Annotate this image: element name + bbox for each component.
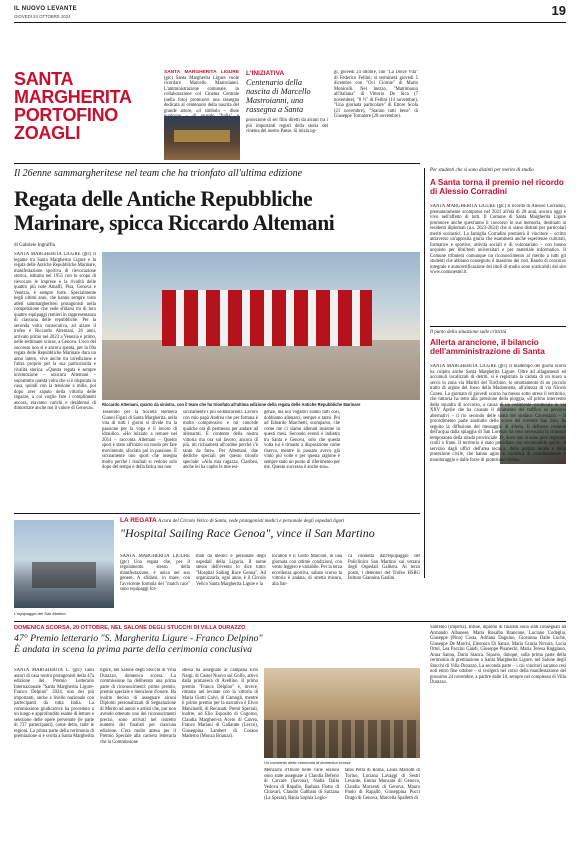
teaser-cinema-col3 [334, 70, 418, 162]
masthead: IL NUOVO LEVANTE [14, 6, 77, 12]
regata-rule [14, 513, 420, 514]
main-caption: Riccardo Altemani, quarto da sinistra, con il team che ha trionfato all'ultima edizione della regata delle Antiche Repubbliche Marinare [102, 402, 361, 407]
premio-headline-line: È andata in scena la prima parte della cerimonia conclusiva [14, 644, 253, 655]
section-title [14, 70, 132, 142]
main-col2 [102, 410, 177, 510]
section-line: SANTA [14, 69, 74, 89]
sidebar2-text: SANTA MARGHERITA LIGURE (gtc) Il maltempo dei giorni scorsi ha colpito anche Santa Margherita Ligure. Oltre ad allagamenti ed accumuli localizzati di detriti, si è registrata la caduta di un muro a secco in zona via Martiri del Turchino, lo smottamento di un piccolo tratto di argine del fosso della Madonnetta, all'altezza di via Nicolò Cuneo. La giornata di giovedì scorso ha messo sotto stress il territorio, che tuttavia ha retto alla pressione della pioggia, «Il primo intervento della squadra di soccorso, a causa di un cedimento strutturale in via XXV Aprile che ha causato il diramento del traffico su percorsi alternativi – il rio secondo delle unità del sindaco Caversazio – Il procedimento parte anzitutto dello scavo del torrente San Siro, ha seguito la diffusione del messaggio di allerta. Il deflusso costante dell'acqua dalla spiaggia di San Lorenzo ha reso necessaria la chiusura temporanea della strada provinciale 39, dove non si sono però registrati crolli o frane. Il territorio è stato presidiato con encomiabile spirito di servizio dagli uffici dell'area tecnica, della polizia locale e della protezione civile, che hanno agito in un'ottica di coordinamento e monitoraggio e dalle forze di protezione civile». [430, 364, 566, 463]
teaser-kicker-iniziativa: L'INIZIATIVA [246, 70, 285, 77]
premio-text: stessa ha assegnato al campana Erio Nargi, di Castel Nuovo sul Golfo, attivo dalla primavera di Avellino. Il primo premio "Franca Delpino" è, invece, rimasto nel levante con la vittoria di Maria Giotti Calvi, di Camogli, mentre il primo premio per la narrativa è Elvio Mancinelli, di Recanati. Premi Speciali, inoltre, ad Elio Esposito di Cogorno, Claudia Margheri-ta Aceto di Carrea, Franco Mariani di Gallarate (Lecco), Giuseppina Lambert di Cosano Maderno (Monza Brianza). [182, 668, 258, 739]
main-headline-line: Marinare, spicca Riccardo Altemani [14, 209, 335, 235]
page-number: 19 [551, 3, 566, 18]
regata-col3 [272, 554, 342, 614]
premio-text: Menzioni d'Onore nelle varie sezioni sono state assegnate a Claudia Beferio di Carcare (Savona), Nadia Dalla Vedova di Rapallo, Barbara Flotto di Chiavari, Claudio Gabbani di Sarzana (La Spezia), Rania Sophia Logio- [264, 768, 339, 801]
premio-text: tatos Petra di Roma, Laura Mariotti di Torino, Luciana Lavaggi di Sestri Levante, Emma Monzani di Genova, Claudia Morzenti di Genova, Mauro Paolo di Rapallo, Giuseppina Pucci Drago di Genova, Marcella Spalletti di [345, 768, 420, 801]
main-text: sicuramente i più soddisfacenti. Lavoro con mio papà Andrea che per fortuna è molto comprensivo e mi concede qualche ora di permesso per andare ad allenarmi. È contento della nostra vittoria ma ora sul lavoro, ancora di più, mi richiamerà all'ordine perché c'è tanto da fare». Per Altemani, due dediche speciali per questo trionfo speciale: «Alla mia ragazza, Claribea, anche lei ha capito le mie esi- [183, 410, 258, 470]
sidebar2-headline: Allerta arancione, il bilancio dell'amministrazione di Santa [430, 338, 545, 356]
regata-caption: L'equipaggio del San Martino [14, 611, 66, 616]
regata-text: SANTA MARGHERITA LIGURE (gtc) Una regata che, per il regolamento stesso della manifestazione, è unica nel suo genere. A sfidarsi, in mare, con l'avvicente formula del "match race" sono equipaggi for- [120, 554, 190, 592]
section-line: ZOAGLI [14, 123, 81, 143]
premio-text: SANTA MARGHERITA L. (gtc) Tanti autori di casa nostra protagonisti della 47a edizione del Premio Letterario Internazionale "Santa Margherita Ligure-Franco Delpino" 2024, uno dei più importanti, anche a livello nazionale con partecipanti da tutta Italia. La commissione giudicatrice ha proceduto a un lungo e approfondito esame di letture e selezione delle opere pervenute (le parte di 737 partecipanti), come detto, tutte le regioni. La prima parte della cerimonia di premiazione si è svolta a Santa Margherita [14, 668, 94, 739]
main-text: Tesserato per la Società Remiera Gianni Figari di Santa Margherita, nella vita di tutti i giorni si divide tra la passione per la voga e il lavoro di idraulico. «Ho iniziato a remare nel 2014 – racconta Altemani – Questo sport è stato all'inizio un modo per fare movimento, sfociato poi in passione. È sicuramente uno sport che insegna molto perché i risultati si vedono solo dopo del tempo e della fatica ma non [102, 410, 177, 470]
regata-kicker-row [120, 517, 420, 524]
teaser-title: Centenario della nascita di Marcello Mastroianni, una rassegna a Santa [246, 78, 311, 114]
header-rule [14, 22, 566, 23]
premio-headline-line: 47° Premio letterario "S. Margherita Ligure - Franco Delpino" [14, 633, 263, 644]
premio-text: ligure, nel Salone degli Stucchi di Villa Durazzo, domenica scorsa. La commissione ha deliberato una prima parte di riconoscimenti: primo premio, premio speciale e menzione d'onore. Ha inoltre deciso di assegnare alcuni Diplomi personalizzati di Segnalazione di Merito ad autori e artisti che, pur non avendo ottenuto uno dei riconoscimenti precisi, sono arrivati nel ristretto numero dei finalisti per ciascuna edizione. C'era molto attesa per il Premio Speciale alla carriera letteraria che la Commissione [100, 668, 176, 745]
regata-kicker: LA REGATA [120, 517, 157, 524]
main-headline-line: Regata delle Antiche Repubbliche [14, 186, 313, 211]
cinema-photo [164, 116, 240, 160]
regata-kicker-text: A cura del Circolo Velico di Santa, vede protagonisti medici e personale degli ospedali liguri [157, 519, 345, 524]
sidebar1-headline: A Santa torna il premio nel ricordo di Alessio Corradini [430, 178, 564, 196]
main-photo [102, 252, 420, 400]
teaser-text: proiezione di sei film diretti da alcuni tra i più importanti registi della storia del cinema del nostro Paese. Si inizia og- [246, 118, 328, 134]
premio-text: Sanremo (Imperia). Infine, diplomi di finalisti sono stati consegnati ad Armando Albanese, Maria Rosalba Brancone, Luciano Codeglia, Giuseppe (Pino) Costa, Adriana Daguino, Giovanna Dalle Luche, Giuseppe De Marchi, Eleonora Di Sanzo, Maria Grazia Novara, Lucia Ottol, Lea Paccini Gandi, Giuseppe Pisanechi, Maria Teresa Ruggiano, Anna Sanna, Dario Stanca. Sipario, dunque, sulla prima parte della cerimonia di premiazione a Santa Margherita Ligure, nel Salone degli Stucchi di Villa Durazzo. La seconda parte – i cui vincitori saranno resi noti entro fine ottobre – si svolgerà nel corso della manifestazione del prossimo 24 novembre, a partire dalle 10, sempre nel complesso di Villa Durazzo. [430, 625, 566, 685]
premio-photo [264, 668, 420, 758]
premio-col1 [14, 668, 94, 834]
regata-headline: "Hospital Sailing Race Genoa", vince il San Martino [120, 526, 375, 540]
sidebar1-body [430, 204, 566, 324]
main-col1 [14, 252, 96, 510]
teaser-text: (gtc) Santa Margherita Ligure vuole ricordare Marcello Mastroianni. L'amministrazione comunale, in collaborazione col Cinema Centrale (nella foto) promuove una rassegna dedicata al centenario della nascita del grande attore, «il simbolo – disse [164, 75, 239, 114]
premio-headline [14, 633, 414, 655]
sidebar1-kicker: Per studenti che si sono distinti per merito di studio [430, 168, 534, 173]
premio-caption: Un momento della cerimonia di domenica scorsa [264, 760, 351, 765]
section-line: MARGHERITA [14, 87, 132, 107]
regata-col4 [348, 554, 420, 614]
main-byline: di Gabriele Ingraffia [14, 243, 55, 248]
sidebar-divider [430, 326, 566, 327]
main-headline [14, 187, 412, 234]
premio-col5 [345, 768, 420, 834]
issue-date: GIOVEDÌ 24 OTTOBRE 2024 [14, 14, 71, 19]
teaser-text: gi, giovedì 24 ottobre, con "La Dolce Vita" di Federico Fellini; si terminerà giovedì 5 dicembre con "Oci Ciornie" di Mario Monicelli. Nel mezzo, "Matrimonio all'italiana" di Vittorio De Sica (7 novembre), "8 ½" di Fellini (14 novembre), "Una giornata particolare" di Ettore Scola (21 novembre), "Stanno tutti bene" di Giuseppe Tornatore (28 novembre). [334, 70, 418, 119]
premio-col4 [264, 768, 339, 834]
sidebar-rule [424, 168, 425, 578]
regata-text: mati da medici e personale degli ospedali della Liguria. Il nome stesso dell'evento lo dice tutto: "Hospital Sailing Race Genoa". Ad organizzarla, ogni anno, è il Circolo Velico Santa Margherita Ligure e la [196, 554, 266, 587]
premio-kicker: DOMENICA SCORSA, 20 OTTOBRE, NEL SALONE DEGLI STUCCHI DI VILLA DURAZZO [14, 625, 246, 631]
teaser-cinema-col2 [246, 70, 328, 162]
teaser-rule [14, 163, 420, 164]
section-line: PORTOFINO [14, 105, 118, 125]
regata-col1 [120, 554, 190, 614]
premio-col6 [430, 625, 566, 834]
main-col3 [183, 410, 258, 510]
premio-rule [14, 621, 566, 622]
sidebar2-kicker: Il punto della situazione sulle criticità [430, 330, 507, 335]
premio-col3 [182, 668, 258, 834]
main-text: SANTA MARGHERITA LIGURE (gtc) Il legame tra Santa Margherita Ligure e la regata delle Antiche Repubbliche Marinare, manifestazione sportiva di rievocazione storica, istituita nel 1955 con lo scopo di rievocare le imprese e la rivalità delle quattro più note Amalfi, Pisa, Genova e Venezia, è sempre forte. Specialmente negli ultimi anni, che hanno sempre visto atleti sammargheritesi protagonisti nella competizione che vede sfidarsi tra di loro quattro equipaggi remieri in rappresentanza di ciascuna delle repubbliche. Per la seconda volta consecutiva, ad alzare il trofeo è Riccardo Altemani, 26 anni, arrivato primo nel 2023 a Venezia e primo, nelle settimane scorse, a Genova. L'eco del successo non si è ancora spenta, per la 69a regata delle Repubbliche Marinare dura un anno intero, vive anche tra un'edizione e l'altra proprio per la sua particolarità e rivalità storica. «Questa regata è sempre un'emozione – assicura Altemani – soprattutto questa volta che si è disputata in casa, quindi con la tensione a mille, poi dopo aver saputo della vittoria delle ragazze, a cui voglio fare i complimenti ancora, eravamo carichi e desiderosi di dimostrare anche noi il valore di Genova». [14, 252, 96, 411]
regata-text: location è il Golfo Marconi, in una giornata con ottime condizioni, con vento leggero e variabile. Per la terza eccellenza sportiva, sabato scorso la vittoria è andata, di stretta misura, alla bar- [272, 554, 342, 587]
teaser-kicker: SANTA MARGHERITA LIGURE [164, 70, 239, 75]
regata-photo [14, 520, 114, 608]
regata-col2 [196, 554, 266, 614]
main-col4 [264, 410, 340, 510]
main-kicker: Il 26enne sammargheritese nel team che ha trionfato all'ultima edizione [14, 168, 303, 179]
main-text: genze, ma noi vogatori siamo fatti così, dobbiamo allenarci, sempre e tanto. Poi ad Edoardo Marchetti, scomparso, che come me ci siamo allenati insieme in questi mesi. Secondo eventi è indietro tra Santa e Genova, solo che questa volta lui è rimasto a disposizione come riserva, mentre in passato avevo già vinto più volte e per questa ragione è sempre stato un punto di riferimento per me. Questo successo è anche suo». [264, 410, 340, 470]
sidebar1-text: SANTA MARGHERITA LIGURE (gtc) Il ricordo di Alessio Corradini, prematuramente scomparso nel 2021 all'età di 28 anni, ancora oggi è vivo nell'affetto di tutti. Il Comune di Santa Margherita Ligure promuove anche quest'anno il concorso in sua memoria, destinato ai residenti diplomati (a.s. 2023-2024) che si siano distinti per particolari meriti scolastici. La famiglia Corradini premierà il vincitore – scritto attraverso un'apposita giuria che esaminerà anche esperienze culturali, formative e sportive, attività sociali e di volontariato – con buono acquisto per libri/testi universitari e per materiale informatico. Il Comune tributerà comunque un riconoscimento al merito a tutti gli studenti che abbiano conseguito il massimo dei voti. Bando di concorso integrale e autocertificazione dei titoli di studio sono scaricabili dal sito www.comunesml.it. [430, 204, 566, 275]
premio-col2 [100, 668, 176, 834]
regata-text: ca condotta dall'equipaggio del Policlinico San Martino sui vetrani degli Ospedali Galliera. Al terzo posto, i detentori del Trofeo HSRG Istituto Giannina Gaslini. [348, 554, 420, 581]
sidebar2-body [430, 364, 566, 578]
